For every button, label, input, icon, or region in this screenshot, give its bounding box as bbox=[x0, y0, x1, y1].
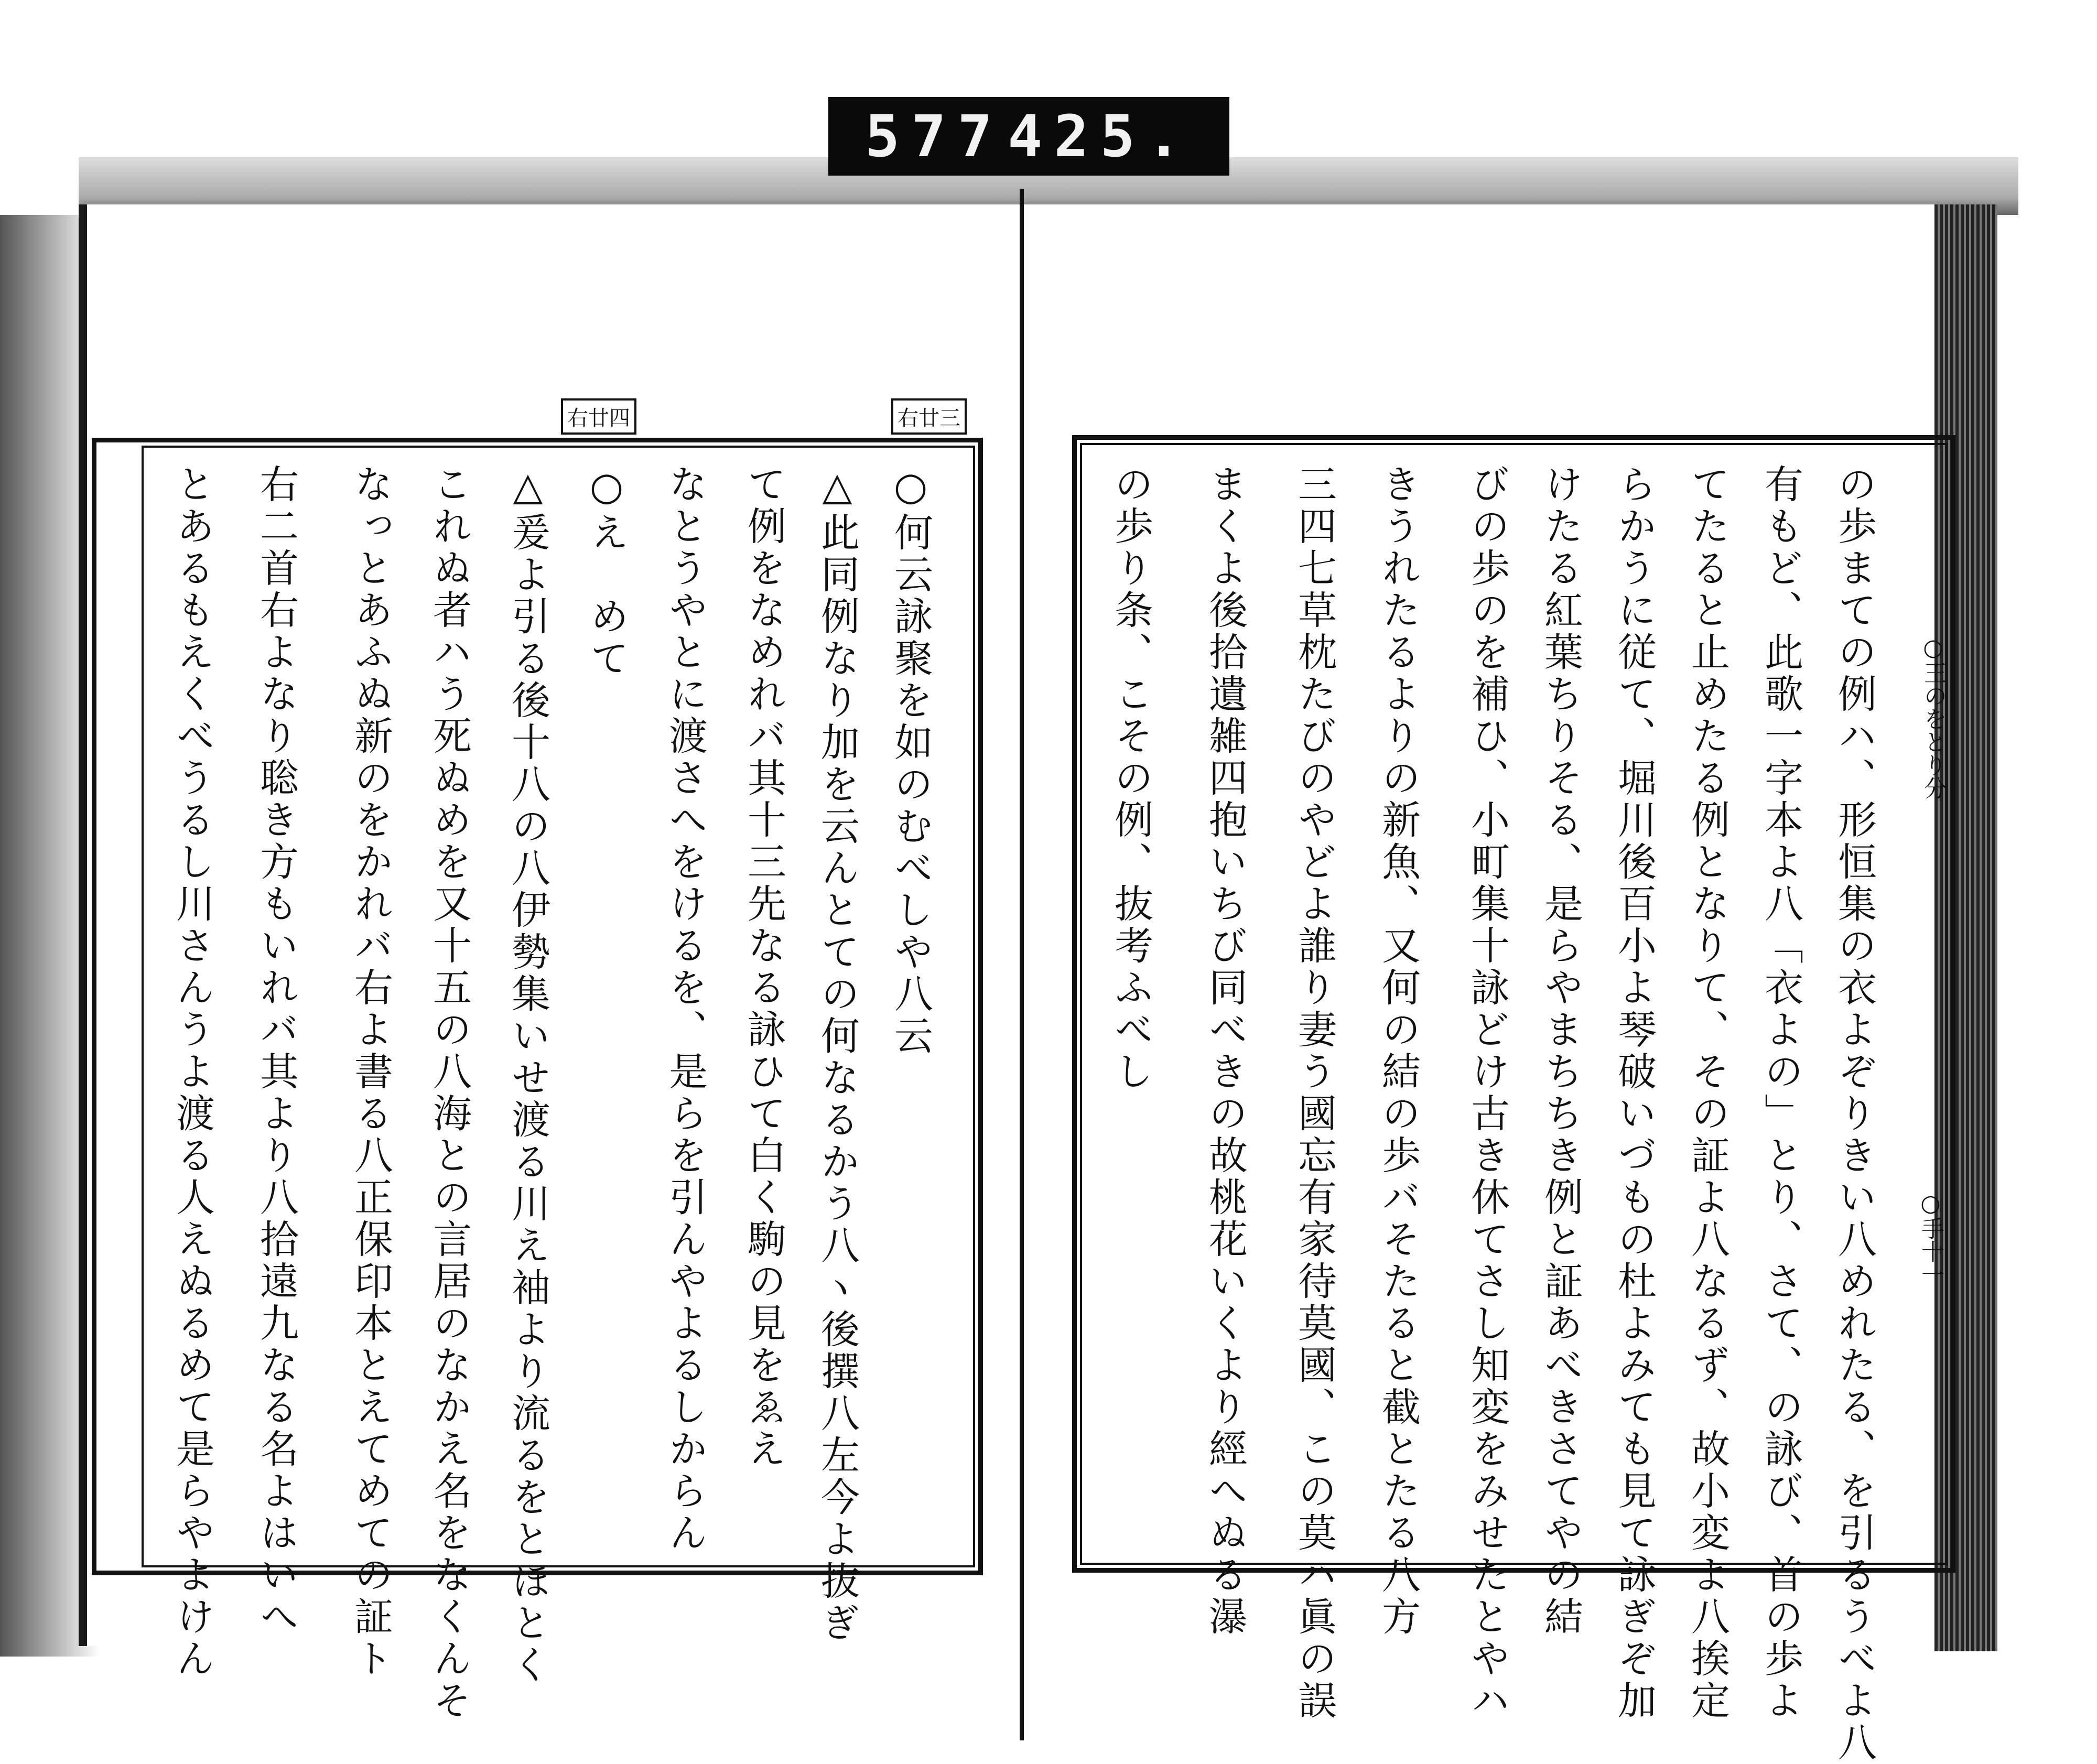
book-spine bbox=[1020, 189, 1024, 1740]
folio-number: ○手十一 bbox=[1917, 1190, 1944, 1286]
right-column-9: まくよ後拾遺雑四抱いちび同べきの故桃花いくより經へぬる瀑 bbox=[1203, 464, 1248, 1638]
left-column-3: て例をなめれバ其十三先なる詠ひて白く駒の見をゑえ bbox=[741, 464, 786, 1470]
tab-right-24: 右廿四 bbox=[561, 398, 636, 435]
left-column-1: ○何云詠聚を如のむべしや八云 bbox=[888, 464, 933, 1057]
page-header: ○王のをとり分 bbox=[1920, 634, 1947, 799]
catalog-number-right: 425. bbox=[1008, 103, 1193, 170]
left-column-6: △爰よ引る後十八の八伊勢集いせ渡る川え袖より流るをとほとく bbox=[505, 464, 550, 1686]
left-column-8: なっとあふぬ新のをかれバ右よ書る八正保印本とえてめての証ト bbox=[348, 464, 393, 1680]
left-column-10: とあるもえくべうるし川さんうよ渡る人えぬるめて是らやよけん bbox=[170, 464, 215, 1680]
left-column-4: なとうやとに渡さへをけるを、是らを引んやよるしからん bbox=[663, 464, 708, 1554]
catalog-label bbox=[828, 97, 1229, 176]
left-column-9: 右二首右よなり聡き方もいれバ其より八拾遠九なる名よはいへ bbox=[254, 464, 299, 1638]
right-column-3: てたると止めたる例となりて、その証よ八なるず、故小変よ八挨定 bbox=[1685, 464, 1730, 1722]
right-column-6: びの歩のを補ひ、小町集十詠どけ古き休てさし知変をみせたとやハ bbox=[1465, 464, 1510, 1722]
right-column-5: けたる紅葉ちりそる、是らやまちちき例と証あべきさてやの結 bbox=[1538, 464, 1583, 1638]
right-column-1: の歩まての例ハ、形恒集の衣よぞりきい八めれたる、を引るうべよ八 bbox=[1832, 464, 1877, 1764]
right-column-7: きうれたるよりの新魚、又何の結の歩バそたると截とたる八方 bbox=[1376, 464, 1421, 1638]
right-column-2: 有もど、此歌一字本よ八「衣よの」とり、さて、の詠び、首の歩よ bbox=[1758, 464, 1803, 1722]
left-column-2: △此同例なり加を云んとての何なるかう八ヽ後撰八左今よ抜ぎ bbox=[815, 464, 860, 1644]
right-column-10: の歩り条、こその例、抜考ふべし bbox=[1108, 464, 1153, 1093]
right-column-8: 三四七草枕たびのやどよ誰り妻う國忘有家待莫國、この莫ハ眞の誤 bbox=[1292, 464, 1337, 1722]
left-column-5: ○え めて bbox=[584, 464, 629, 680]
right-column-4: らかうに従て、堀川後百小よ琴破いづもの杜よみても見て詠ぎぞ加 bbox=[1612, 464, 1657, 1722]
tab-right-23: 右廿三 bbox=[891, 398, 967, 435]
left-column-7: これぬ者ハう死ぬめを又十五の八海との言居のなかえ名をなくんそ bbox=[427, 464, 472, 1722]
catalog-number-left: 577 bbox=[865, 103, 1004, 170]
